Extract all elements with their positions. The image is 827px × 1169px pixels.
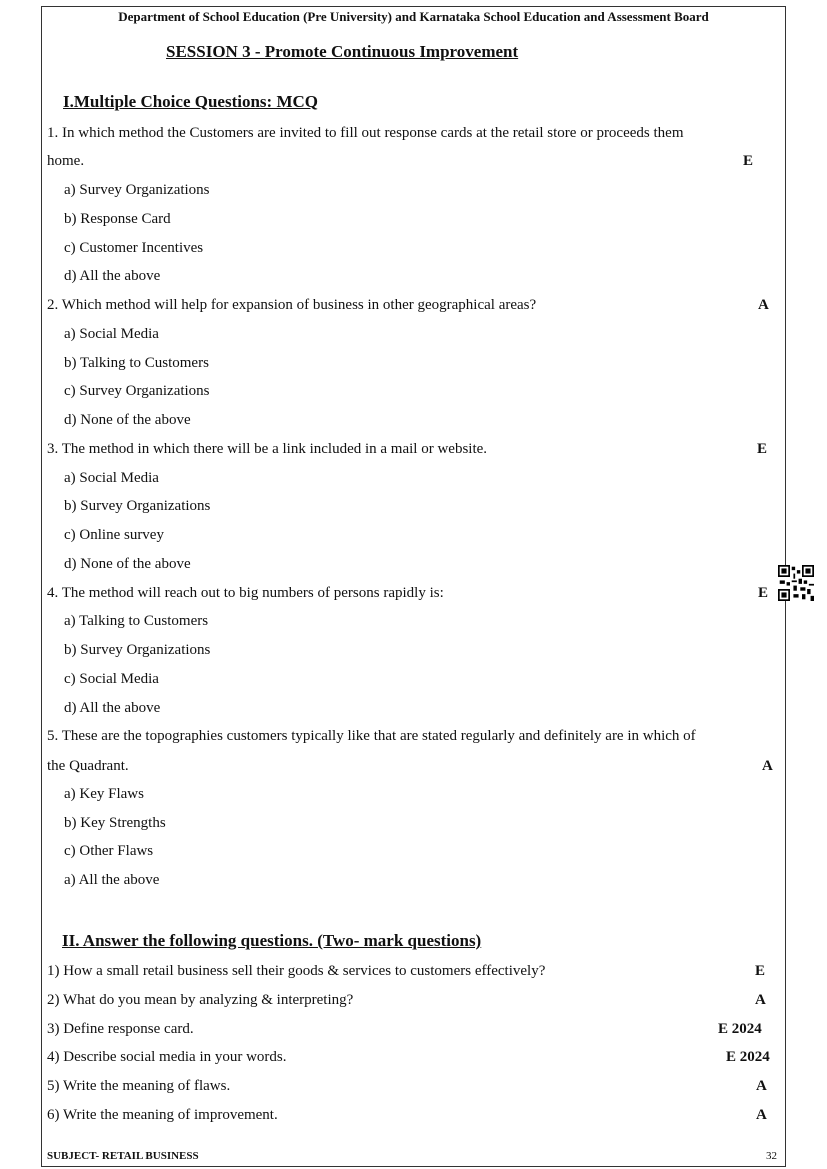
question-2-mark: A xyxy=(758,297,769,313)
question-5-option-a: a) Key Flaws xyxy=(64,786,144,802)
two-mark-question-1: 1) How a small retail business sell their goods & services to customers effectively? xyxy=(47,963,546,979)
question-3-mark: E xyxy=(757,441,768,457)
question-4-option-d: d) All the above xyxy=(64,700,161,716)
two-mark-question-4: 4) Describe social media in your words. xyxy=(47,1049,287,1065)
qr-code-icon xyxy=(778,565,814,601)
question-5-mark: A xyxy=(762,758,773,774)
two-mark-question-4-mark: E 2024 xyxy=(726,1049,770,1065)
question-3-option-b: b) Survey Organizations xyxy=(64,498,211,514)
question-2-option-a: a) Social Media xyxy=(64,326,159,342)
question-4-option-b: b) Survey Organizations xyxy=(64,642,211,658)
footer-subject: SUBJECT- RETAIL BUSINESS xyxy=(47,1150,199,1162)
question-3-option-d: d) None of the above xyxy=(64,556,191,572)
question-2-option-c: c) Survey Organizations xyxy=(64,383,210,399)
mcq-heading: I.Multiple Choice Questions: MCQ xyxy=(63,92,318,111)
question-1-option-d: d) All the above xyxy=(64,268,161,284)
question-3-option-c: c) Online survey xyxy=(64,527,164,543)
question-4-option-a: a) Talking to Customers xyxy=(64,613,209,629)
question-3-option-a: a) Social Media xyxy=(64,470,159,486)
question-3: 3. The method in which there will be a link included in a mail or website. xyxy=(47,441,488,457)
page-number: 32 xyxy=(766,1150,777,1162)
question-1-line-2: home. xyxy=(47,153,85,169)
two-mark-question-5: 5) Write the meaning of flaws. xyxy=(47,1078,231,1094)
session-title: SESSION 3 - Promote Continuous Improvement xyxy=(166,42,519,61)
two-mark-question-6-mark: A xyxy=(756,1107,767,1123)
question-1-option-c: c) Customer Incentives xyxy=(64,240,204,256)
two-mark-question-2-mark: A xyxy=(755,992,766,1008)
two-mark-question-6: 6) Write the meaning of improvement. xyxy=(47,1107,278,1123)
question-5-line-1: 5. These are the topographies customers typically like that are stated regularly and definitely are in which of xyxy=(47,728,696,744)
question-2-option-d: d) None of the above xyxy=(64,412,191,428)
question-2: 2. Which method will help for expansion of business in other geographical areas? xyxy=(47,297,537,313)
question-4: 4. The method will reach out to big numbers of persons rapidly is: xyxy=(47,585,444,601)
two-mark-question-3-mark: E 2024 xyxy=(718,1021,762,1037)
question-1-line-1: 1. In which method the Customers are invited to fill out response cards at the retail store or proceeds them xyxy=(47,125,684,141)
question-1-mark: E xyxy=(743,153,754,169)
question-1-option-a: a) Survey Organizations xyxy=(64,182,210,198)
two-mark-question-5-mark: A xyxy=(756,1078,767,1094)
question-5-option-d: a) All the above xyxy=(64,872,160,888)
two-mark-question-1-mark: E xyxy=(755,963,766,979)
question-5-option-c: c) Other Flaws xyxy=(64,843,154,859)
question-5-option-b: b) Key Strengths xyxy=(64,815,166,831)
question-5-line-2: the Quadrant. xyxy=(47,758,129,774)
question-1-option-b: b) Response Card xyxy=(64,211,171,227)
board-header: Department of School Education (Pre University) and Karnataka School Education and Assessment Board xyxy=(118,9,709,24)
two-mark-heading: II. Answer the following questions. (Two- mark questions) xyxy=(62,931,482,950)
question-4-mark: E xyxy=(758,585,769,601)
two-mark-question-2: 2) What do you mean by analyzing & interpreting? xyxy=(47,992,354,1008)
two-mark-question-3: 3) Define response card. xyxy=(47,1021,194,1037)
question-4-option-c: c) Social Media xyxy=(64,671,159,687)
question-2-option-b: b) Talking to Customers xyxy=(64,355,209,371)
